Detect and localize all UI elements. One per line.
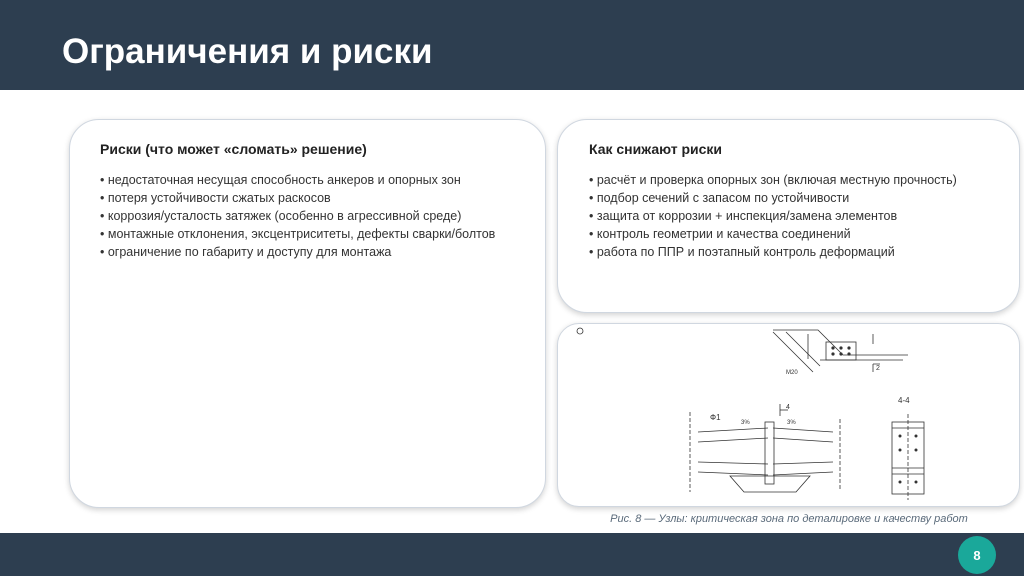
node-drawing: [558, 324, 1020, 507]
list-item: • коррозия/усталость затяжек (особенно в агрессивной среде): [100, 209, 462, 223]
list-item: • защита от коррозии + инспекция/замена элементов: [589, 209, 898, 223]
bolt-dots: [831, 346, 850, 355]
list-item: • работа по ППР и поэтапный контроль деформаций: [589, 245, 895, 259]
list-item: • расчёт и проверка опорных зон (включая местную прочность): [589, 173, 957, 187]
section-mark-label: 4: [786, 404, 790, 411]
list-item: • контроль геометрии и качества соединений: [589, 227, 851, 241]
section-4-4: [892, 414, 924, 500]
brace-joint-detail: [577, 328, 908, 372]
list-item: • ограничение по габариту и доступу для монтажа: [100, 245, 392, 259]
page-title: Ограничения и риски: [62, 32, 433, 71]
mitigation-card: [557, 119, 1020, 313]
list-item: • потеря устойчивости сжатых раскосов: [100, 191, 331, 205]
page-number-badge: 8: [958, 536, 996, 574]
figure-caption: Рис. 8 — Узлы: критическая зона по деталировке и качеству работ: [610, 513, 968, 525]
risks-heading: Риски (что может «сломать» решение): [100, 141, 367, 157]
list-item: • подбор сечений с запасом по устойчивости: [589, 191, 850, 205]
risks-list: [100, 171, 520, 261]
mark-2-label: 2: [876, 365, 880, 372]
phi-label: Ф1: [710, 413, 721, 422]
slope-right-label: 3%: [787, 420, 796, 426]
footer-bar: [0, 533, 1024, 576]
mitigation-list: [589, 171, 989, 261]
slope-left-label: 3%: [741, 420, 750, 426]
risks-card: [69, 119, 546, 508]
list-item: • недостаточная несущая способность анкеров и опорных зон: [100, 173, 461, 187]
bolt-label: M20: [786, 370, 798, 376]
mitigation-heading: Как снижают риски: [589, 141, 723, 157]
drawing-card: [557, 323, 1020, 507]
section-title-label: 4-4: [898, 396, 910, 405]
list-item: • монтажные отклонения, эксцентриситеты, дефекты сварки/болтов: [100, 227, 496, 241]
